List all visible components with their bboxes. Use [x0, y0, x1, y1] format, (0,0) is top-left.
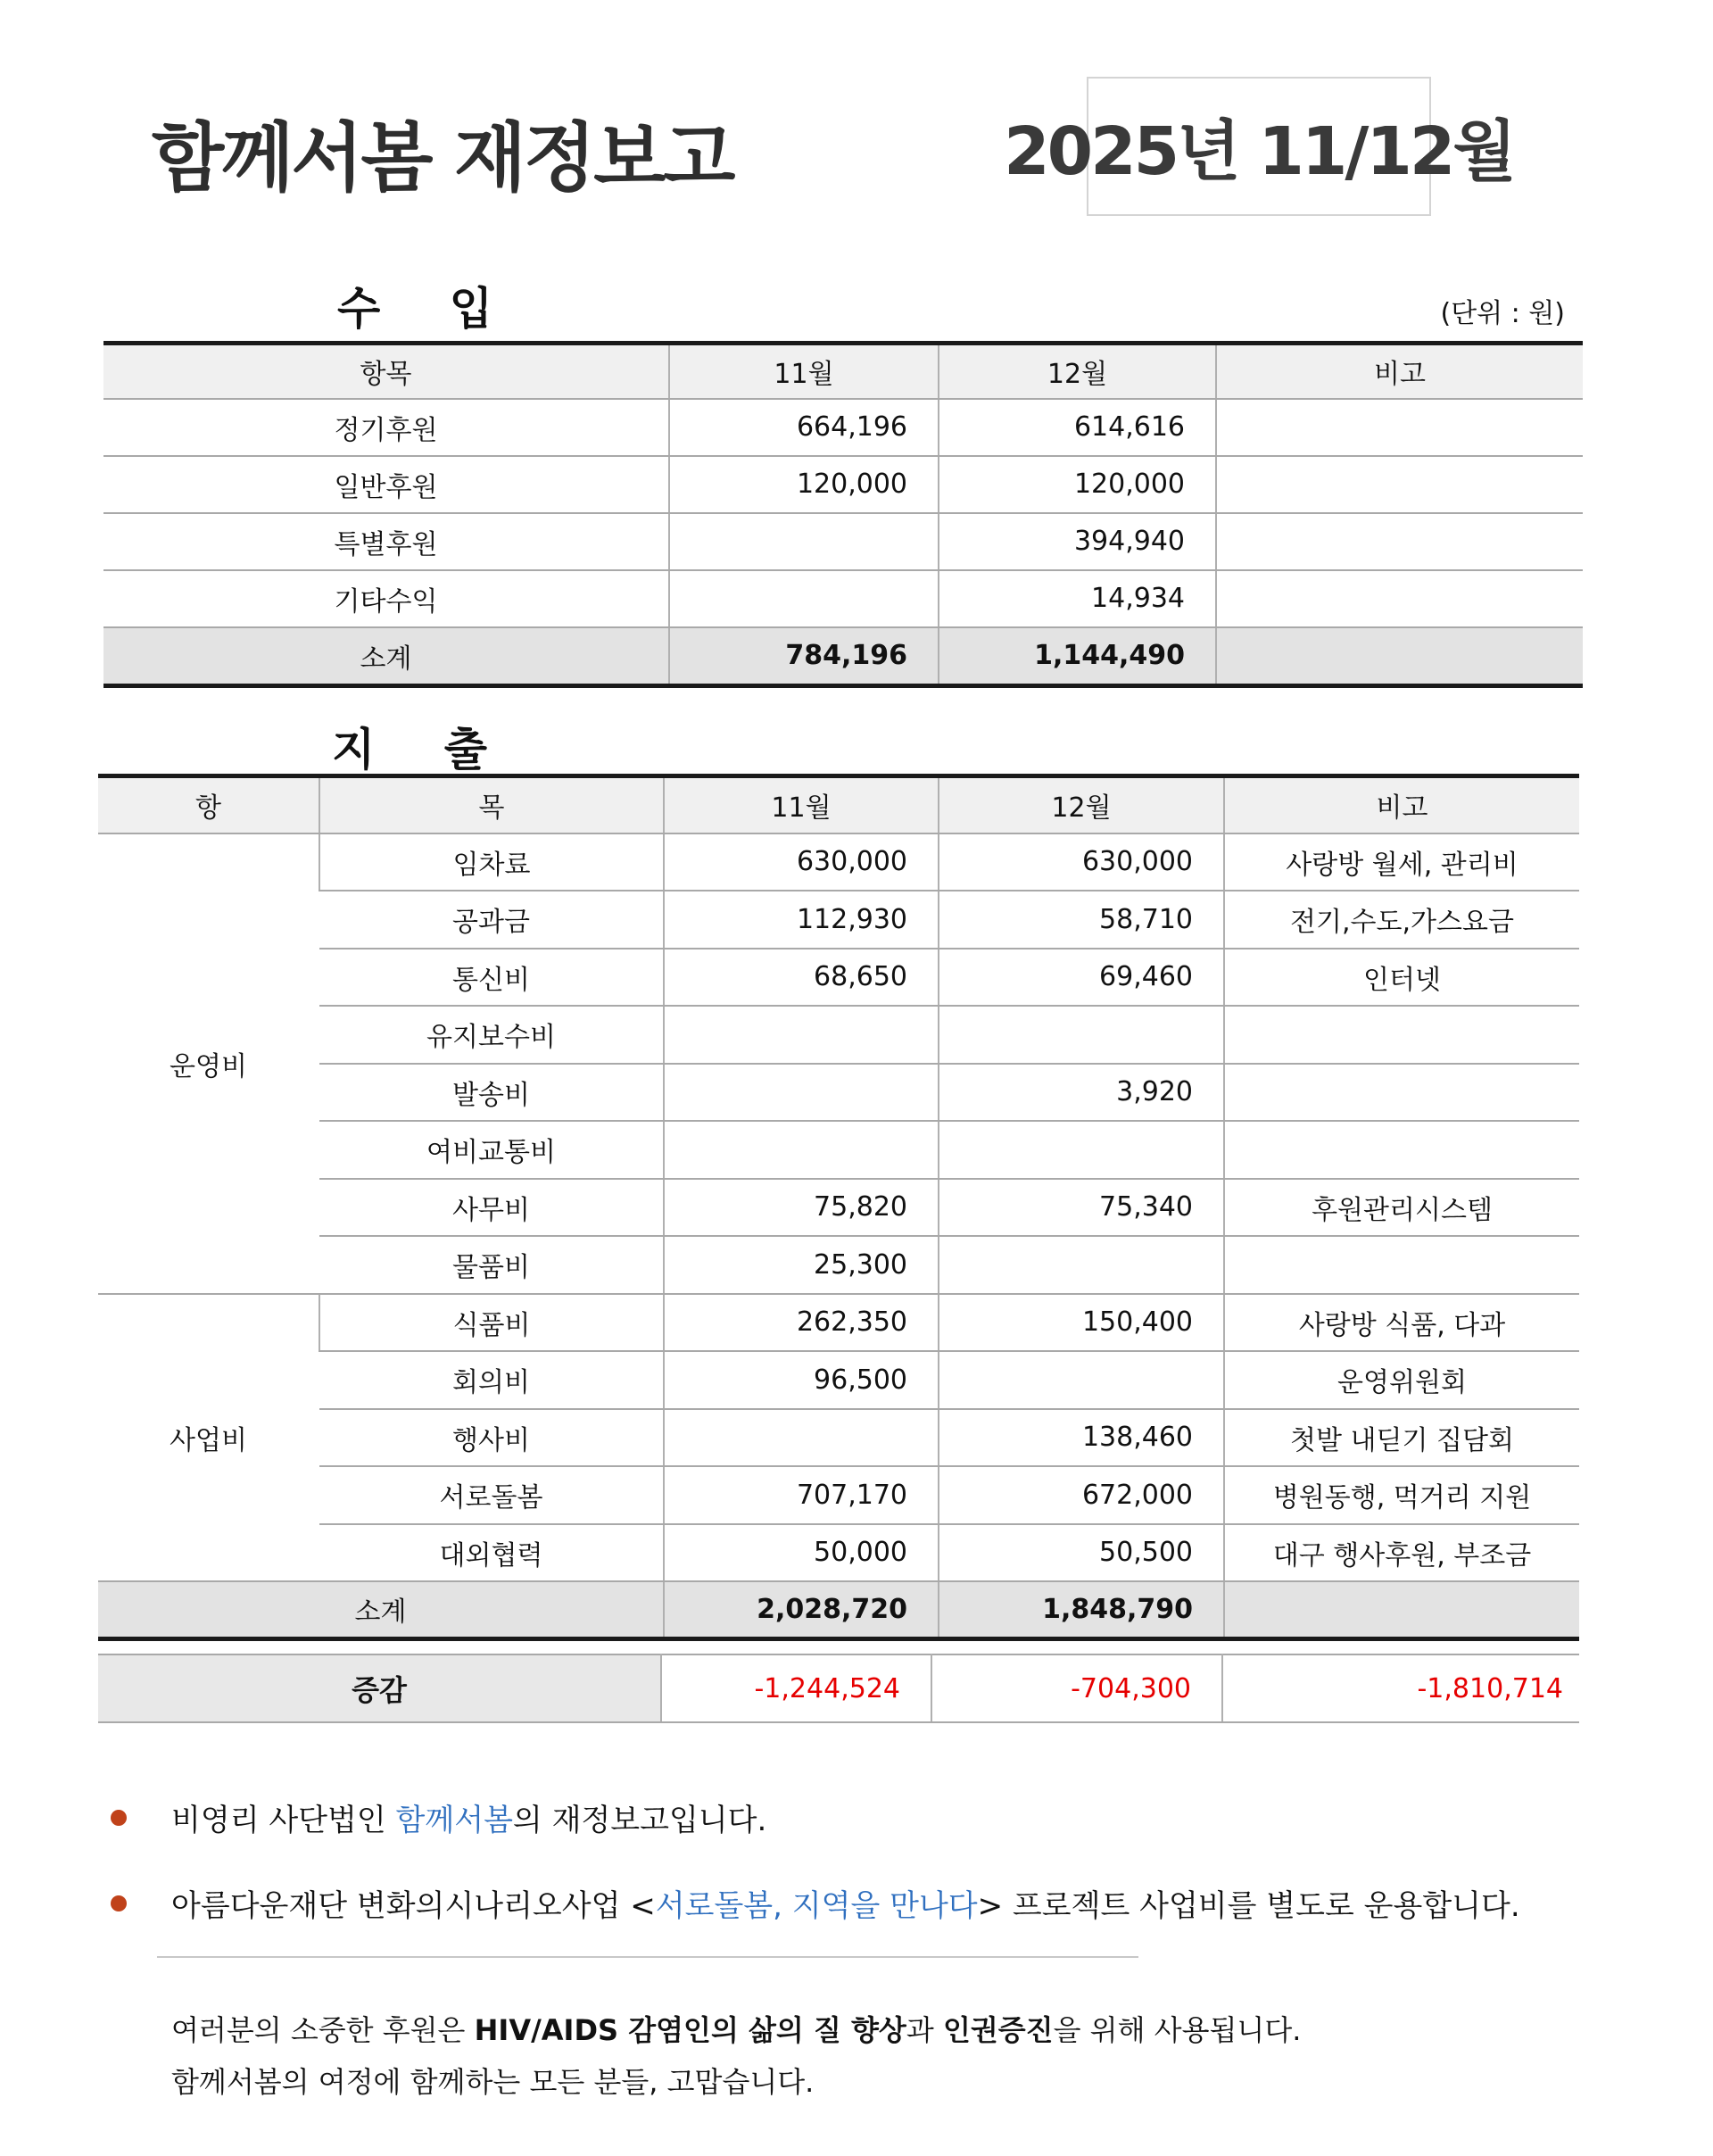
col-header-item: 목 — [319, 776, 664, 833]
period-box — [1004, 77, 1514, 216]
expense-subtotal-note — [1224, 1581, 1579, 1638]
income-nov: 120,000 — [669, 456, 939, 513]
closing-line-2: 함께서봄의 여정에 함께하는 모든 분들, 고맙습니다. — [171, 2065, 815, 2099]
income-item: 일반후원 — [103, 456, 669, 513]
net-change-nov: -1,244,524 — [661, 1654, 931, 1722]
expense-nov: 75,820 — [664, 1179, 939, 1237]
expense-subtotal-nov: 2,028,720 — [664, 1581, 939, 1638]
income-subtotal-note — [1216, 627, 1583, 686]
expense-header-row — [98, 776, 1579, 833]
expense-nov: 50,000 — [664, 1524, 939, 1582]
income-subtotal-row — [103, 627, 1583, 686]
table-row — [98, 1409, 1579, 1467]
expense-section-title: 지 출 — [332, 724, 515, 775]
table-row — [103, 399, 1583, 456]
expense-nov: 707,170 — [664, 1466, 939, 1524]
table-row — [98, 1524, 1579, 1582]
expense-subtotal-row — [98, 1581, 1579, 1638]
col-header-category: 항 — [98, 776, 319, 833]
expense-nov: 96,500 — [664, 1351, 939, 1409]
expense-nov — [664, 1121, 939, 1179]
expense-item: 회의비 — [319, 1351, 664, 1409]
expense-item: 식품비 — [319, 1294, 664, 1352]
table-row — [98, 1006, 1579, 1064]
table-row — [98, 1236, 1579, 1294]
table-row — [98, 1179, 1579, 1237]
expense-item: 서로돌봄 — [319, 1466, 664, 1524]
col-header-note: 비고 — [1216, 344, 1583, 399]
income-note — [1216, 513, 1583, 570]
income-dec: 14,934 — [939, 570, 1216, 627]
expense-dec: 58,710 — [939, 891, 1224, 949]
col-header-dec: 12월 — [939, 344, 1216, 399]
closing-line-1: 여러분의 소중한 후원은 HIV/AIDS 감염인의 삶의 질 향상과 인권증진을 위해 사용됩니다. — [171, 2013, 1302, 2047]
expense-item: 사무비 — [319, 1179, 664, 1237]
income-subtotal-nov: 784,196 — [669, 627, 939, 686]
table-row — [98, 1351, 1579, 1409]
col-header-dec: 12월 — [939, 776, 1224, 833]
expense-note — [1224, 1006, 1579, 1064]
expense-note — [1224, 1236, 1579, 1294]
expense-dec: 150,400 — [939, 1294, 1224, 1352]
expense-nov: 630,000 — [664, 833, 939, 891]
col-header-note: 비고 — [1224, 776, 1579, 833]
expense-table — [98, 774, 1579, 1641]
category-business: 사업비 — [98, 1294, 319, 1582]
org-name-highlight: 함께서봄 — [395, 1803, 513, 1838]
expense-dec — [939, 1121, 1224, 1179]
expense-item: 행사비 — [319, 1409, 664, 1467]
report-title: 함께서봄 재정보고 — [152, 114, 733, 202]
income-note — [1216, 399, 1583, 456]
expense-dec: 50,500 — [939, 1524, 1224, 1582]
divider — [157, 1956, 1138, 1958]
expense-note — [1224, 1064, 1579, 1122]
expense-note: 전기,수도,가스요금 — [1224, 891, 1579, 949]
expense-note: 병원동행, 먹거리 지원 — [1224, 1466, 1579, 1524]
expense-nov — [664, 1409, 939, 1467]
expense-item: 대외협력 — [319, 1524, 664, 1582]
expense-dec: 138,460 — [939, 1409, 1224, 1467]
bullet-dot-icon — [111, 1895, 127, 1911]
table-row — [103, 570, 1583, 627]
expense-note: 사랑방 월세, 관리비 — [1224, 833, 1579, 891]
expense-dec: 630,000 — [939, 833, 1224, 891]
net-change-row — [98, 1654, 1579, 1722]
net-change-label: 증감 — [98, 1654, 661, 1722]
table-row — [103, 456, 1583, 513]
expense-subtotal-dec: 1,848,790 — [939, 1581, 1224, 1638]
expense-note: 인터넷 — [1224, 949, 1579, 1007]
expense-dec: 69,460 — [939, 949, 1224, 1007]
expense-item: 유지보수비 — [319, 1006, 664, 1064]
col-header-nov: 11월 — [664, 776, 939, 833]
expense-dec: 3,920 — [939, 1064, 1224, 1122]
table-row — [98, 1466, 1579, 1524]
expense-dec: 75,340 — [939, 1179, 1224, 1237]
expense-item: 공과금 — [319, 891, 664, 949]
expense-note: 후원관리시스템 — [1224, 1179, 1579, 1237]
income-nov — [669, 570, 939, 627]
category-operating: 운영비 — [98, 833, 319, 1294]
expense-nov: 25,300 — [664, 1236, 939, 1294]
income-dec: 614,616 — [939, 399, 1216, 456]
unit-label: (단위 : 원) — [1440, 298, 1565, 329]
expense-note: 사랑방 식품, 다과 — [1224, 1294, 1579, 1352]
expense-dec — [939, 1006, 1224, 1064]
bullet-text: 아름다운재단 변화의시나리오사업 <서로돌봄, 지역을 만나다> 프로젝트 사업비를 별도로 운용합니다. — [171, 1888, 1520, 1924]
col-header-nov: 11월 — [669, 344, 939, 399]
table-row — [98, 1064, 1579, 1122]
expense-dec: 672,000 — [939, 1466, 1224, 1524]
income-note — [1216, 456, 1583, 513]
expense-dec — [939, 1236, 1224, 1294]
expense-item: 물품비 — [319, 1236, 664, 1294]
income-table — [103, 341, 1583, 688]
bullet-item — [111, 1881, 1520, 1925]
report-period: 2025년 11/12월 — [1004, 113, 1514, 190]
table-row — [98, 891, 1579, 949]
expense-note: 첫발 내딛기 집담회 — [1224, 1409, 1579, 1467]
expense-nov: 262,350 — [664, 1294, 939, 1352]
income-nov: 664,196 — [669, 399, 939, 456]
bullet-item — [111, 1795, 766, 1839]
net-change-table — [98, 1654, 1579, 1723]
bullet-text: 비영리 사단법인 함께서봄의 재정보고입니다. — [171, 1803, 767, 1838]
table-row — [103, 513, 1583, 570]
table-row — [98, 1121, 1579, 1179]
net-change-dec: -704,300 — [931, 1654, 1222, 1722]
expense-item: 여비교통비 — [319, 1121, 664, 1179]
expense-note: 운영위원회 — [1224, 1351, 1579, 1409]
income-note — [1216, 570, 1583, 627]
income-nov — [669, 513, 939, 570]
income-header-row — [103, 344, 1583, 399]
expense-subtotal-label: 소계 — [98, 1581, 664, 1638]
income-subtotal-dec: 1,144,490 — [939, 627, 1216, 686]
expense-dec — [939, 1351, 1224, 1409]
expense-item: 발송비 — [319, 1064, 664, 1122]
expense-note: 대구 행사후원, 부조금 — [1224, 1524, 1579, 1582]
expense-nov: 68,650 — [664, 949, 939, 1007]
income-dec: 120,000 — [939, 456, 1216, 513]
income-subtotal-label: 소계 — [103, 627, 669, 686]
bullet-dot-icon — [111, 1810, 127, 1826]
income-dec: 394,940 — [939, 513, 1216, 570]
project-name-highlight: 서로돌봄, 지역을 만나다 — [655, 1888, 978, 1924]
income-item: 기타수익 — [103, 570, 669, 627]
income-item: 정기후원 — [103, 399, 669, 456]
expense-item: 임차료 — [319, 833, 664, 891]
table-row — [98, 1294, 1579, 1352]
expense-nov — [664, 1064, 939, 1122]
table-row — [98, 833, 1579, 891]
col-header-item: 항목 — [103, 344, 669, 399]
table-row — [98, 949, 1579, 1007]
income-section-title: 수 입 — [337, 283, 520, 335]
expense-nov — [664, 1006, 939, 1064]
income-item: 특별후원 — [103, 513, 669, 570]
expense-note — [1224, 1121, 1579, 1179]
expense-nov: 112,930 — [664, 891, 939, 949]
expense-item: 통신비 — [319, 949, 664, 1007]
net-change-total: -1,810,714 — [1222, 1654, 1579, 1722]
